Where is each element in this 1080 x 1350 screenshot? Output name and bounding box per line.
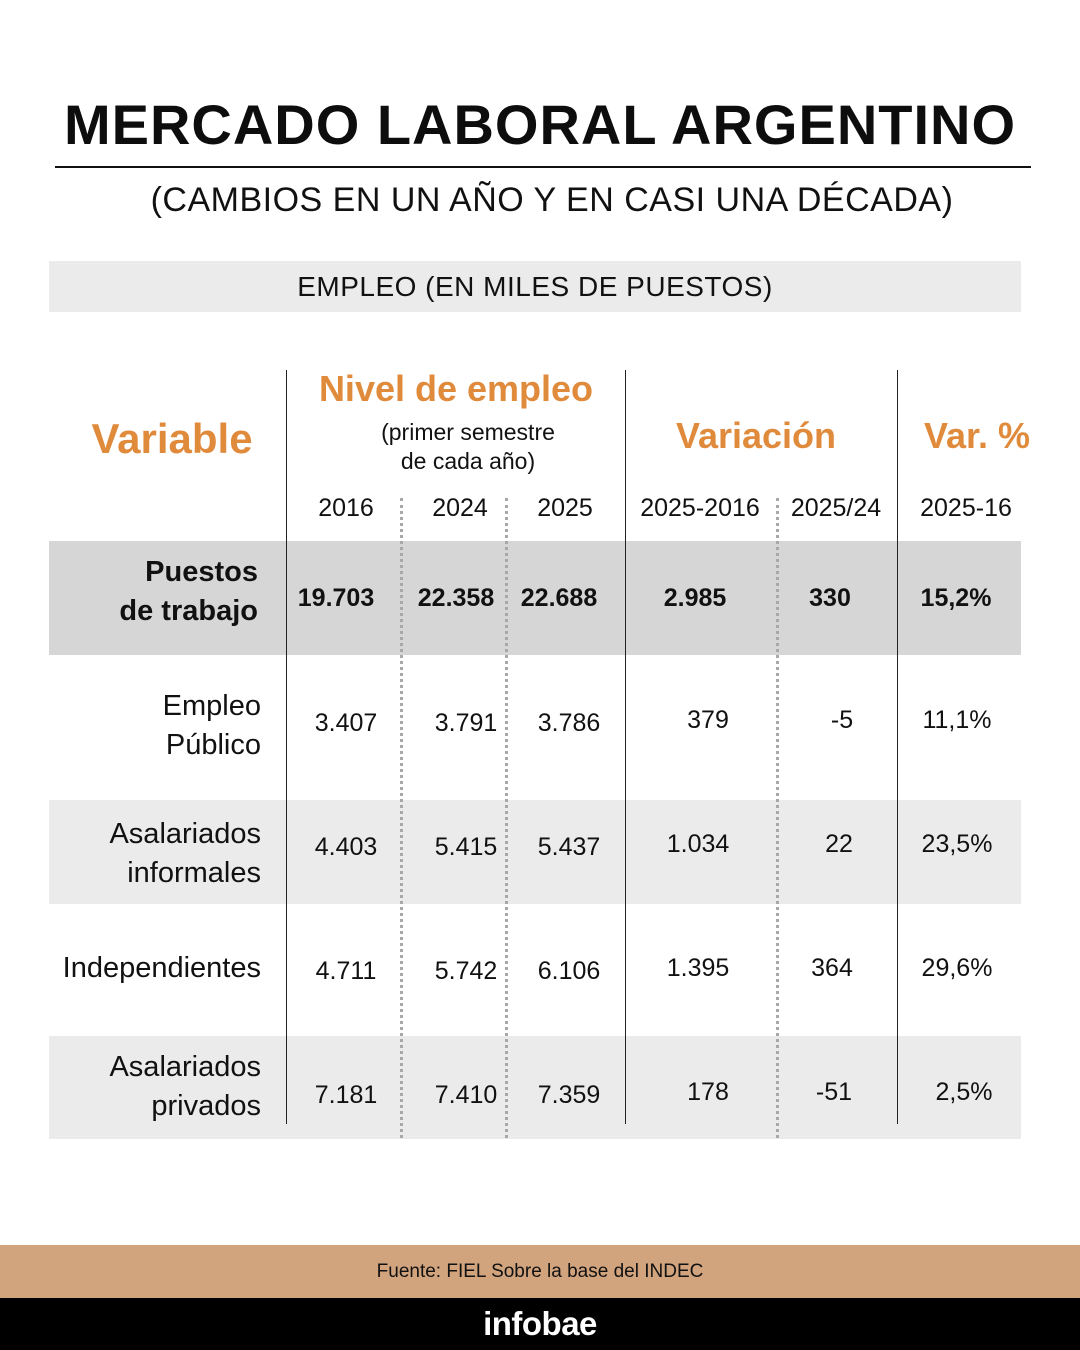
table-cell: 15,2% [920,584,992,612]
source-footer [0,1245,1080,1298]
row-label-independientes [40,949,261,988]
table-cell: 19.703 [297,584,375,612]
year-header-2025-16: 2025-16 [920,494,1012,522]
row-label-line: Asalariados [109,818,261,850]
row-label-empleo-publico [49,687,261,765]
column-divider [897,370,898,1124]
row-label-line: de trabajo [119,595,258,627]
table-cell: 3.407 [314,709,378,737]
year-header-2025-2016: 2025-2016 [640,494,760,522]
table-cell: 7.410 [434,1081,498,1109]
year-header-2024: 2024 [432,494,488,522]
row-label-line: informales [127,857,261,889]
table-cell: -5 [830,706,854,734]
page-title: MERCADO LABORAL ARGENTINO [63,93,1017,156]
column-divider [286,370,287,1124]
table-cell: 364 [811,954,853,982]
table-cell: 6.106 [537,957,601,985]
table-cell: 22 [825,830,853,858]
infobae-logo: infobae [483,1305,597,1342]
row-label-puestos-de-trabajo [49,553,258,631]
section-header-label: EMPLEO (EN MILES DE PUESTOS) [297,270,773,302]
page-subtitle: (CAMBIOS EN UN AÑO Y EN CASI UNA DÉCADA) [150,181,954,219]
row-label-line: Empleo [162,690,261,722]
table-cell: -51 [815,1078,853,1106]
table-cell: 5.415 [434,833,498,861]
dotted-column-divider [400,498,403,1138]
table-cell: 2.985 [663,584,727,612]
source-text: Fuente: FIEL Sobre la base del INDEC [376,1260,704,1282]
row-label-asalariados-privados [49,1048,261,1126]
brand-footer [0,1298,1080,1350]
year-header-2025-24: 2025/24 [790,494,882,522]
table-cell: 4.403 [314,833,378,861]
table-cell: 29,6% [921,954,993,982]
table-cell: 22.358 [417,584,495,612]
table-cell: 23,5% [921,830,993,858]
header-variable: Variable [91,415,253,462]
row-label-line: Puestos [145,556,258,588]
section-header [49,261,1021,312]
year-header-2016: 2016 [318,494,374,522]
table-cell: 11,1% [922,706,992,734]
row-label-line: privados [151,1090,261,1122]
table-cell: 5.742 [434,957,498,985]
header-var-pct: Var. % [923,415,1031,456]
table-cell: 3.791 [434,709,498,737]
title-divider [55,166,1031,168]
table-cell: 1.034 [666,830,730,858]
year-header-2025: 2025 [537,494,593,522]
header-nivel-note [286,418,650,476]
table-cell: 1.395 [666,954,730,982]
header-note-line: de cada año) [400,448,536,474]
column-divider [625,370,626,1124]
table-cell: 178 [687,1078,729,1106]
table-cell: 330 [809,584,851,612]
table-cell: 7.359 [537,1081,601,1109]
table-cell: 22.688 [520,584,598,612]
dotted-column-divider [776,498,779,1138]
header-nivel-de-empleo: Nivel de empleo [318,368,594,409]
table-cell: 379 [687,706,729,734]
header-variacion: Variación [675,415,837,456]
row-label-line: Público [165,729,261,761]
table-cell: 5.437 [537,833,601,861]
row-label-line: Asalariados [109,1051,261,1083]
row-label-line: Independientes [62,952,261,984]
header-note-line: (primer semestre [381,419,555,445]
row-label-asalariados-informales [49,815,261,893]
table-cell: 3.786 [537,709,601,737]
table-cell: 7.181 [314,1081,378,1109]
table-cell: 2,5% [935,1078,993,1106]
table-cell: 4.711 [315,957,377,985]
